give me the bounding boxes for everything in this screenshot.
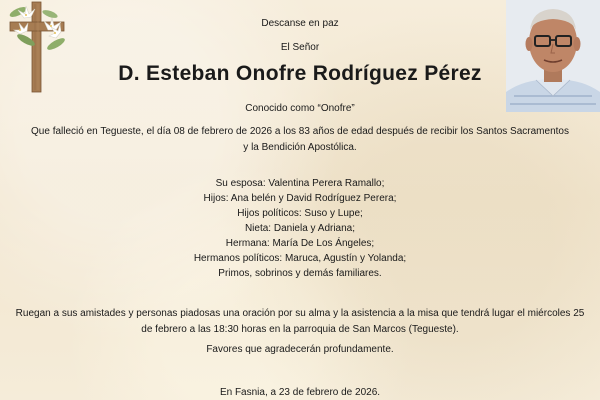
deceased-name: D. Esteban Onofre Rodríguez Pérez <box>118 62 482 85</box>
family-member-line: Hijos: Ana belén y David Rodríguez Perera; <box>203 193 397 204</box>
deceased-portrait <box>506 0 600 112</box>
nickname: Conocido como “Onofre” <box>245 103 355 114</box>
rest-in-peace-heading: Descanse en paz <box>261 18 339 29</box>
thanks-line: Favores que agradecerán profundamente. <box>206 344 394 355</box>
family-list <box>0 176 600 281</box>
mass-invitation: Ruegan a sus amistades y personas piadosas una oración por su alma y la asistencia a la misa que tendrá lugar el miércoles 25 de febrero a las 18:30 horas en la parroquia de San Marcos (Tegueste). <box>15 308 585 335</box>
family-member-line: Hermana: María De Los Ángeles; <box>225 238 375 249</box>
family-member-line: Hermanos políticos: Maruca, Agustín y Yolanda; <box>193 253 407 264</box>
honorific-title: El Señor <box>280 42 320 53</box>
family-member-line: Su esposa: Valentina Perera Ramallo; <box>215 178 385 189</box>
place-and-date: En Fasnia, a 23 de febrero de 2026. <box>219 387 381 398</box>
family-member-line: Nieta: Daniela y Adriana; <box>244 223 356 234</box>
family-member-line: Hijos políticos: Suso y Lupe; <box>237 208 363 219</box>
portrait-image <box>506 0 600 112</box>
family-member-line: Primos, sobrinos y demás familiares. <box>218 268 382 279</box>
death-notice-intro: Que falleció en Tegueste, el día 08 de febrero de 2026 a los 83 años de edad después de recibir los Santos Sacramentos y la Bendición Apostólica. <box>31 126 569 153</box>
